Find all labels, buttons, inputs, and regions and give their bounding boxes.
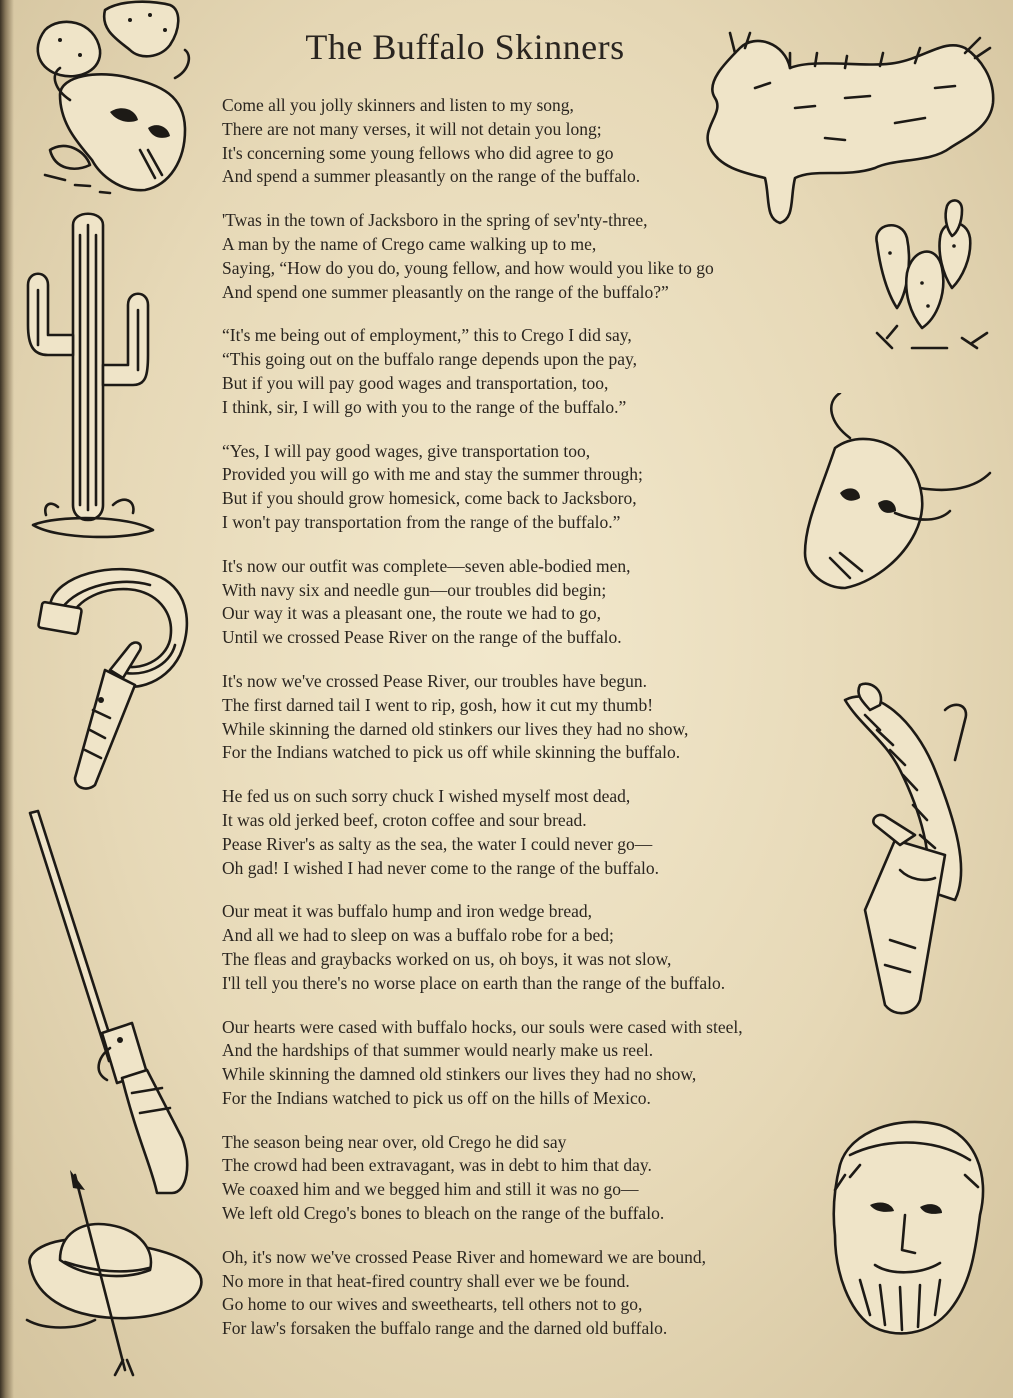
verse-line: Our hearts were cased with buffalo hocks, our souls were cased with steel, [222,1016,743,1037]
stanza [222,1016,822,1111]
verse-line: “This going out on the buffalo range depends upon the pay, [222,349,638,370]
verse-line: Oh gad! I wished I had never come to the range of the buffalo. [222,857,660,878]
stanza [222,440,822,535]
stanza [222,324,822,419]
verse-line: Oh, it's now we've crossed Pease River and homeward we are bound, [222,1246,707,1267]
verse-line: Saying, “How do you do, young fellow, and how would you like to go [222,257,714,278]
verse-line: Go home to our wives and sweethearts, tell others not to go, [222,1294,643,1315]
verse-line: The fleas and graybacks worked on us, oh boys, it was not slow, [222,948,672,969]
verse-line: The first darned tail I went to rip, gosh, how it cut my thumb! [222,694,654,715]
verse-line: For the Indians watched to pick us off while skinning the buffalo. [222,742,681,763]
verse-line: Our way it was a pleasant one, the route we had to go, [222,603,602,624]
verse-line: No more in that heat-fired country shall ever we be found. [222,1270,630,1291]
bearded-cowboy-face-illustration [820,1115,995,1345]
hat-arrow-illustration [15,1170,210,1380]
stanza [222,555,822,650]
verse-line: We coaxed him and we begged him and still it was no go— [222,1179,639,1200]
verse-line: It was old jerked beef, croton coffee and sour bread. [222,809,587,830]
verse-line: There are not many verses, it will not detain you long; [222,118,602,139]
stanza [222,900,822,995]
verse-line: I won't pay transportation from the range of the buffalo.” [222,511,621,532]
verse-line: While skinning the damned old stinkers our lives they had no show, [222,1064,697,1085]
verse-line: While skinning the darned old stinkers our lives they had no show, [222,718,689,739]
verse-line: The season being near over, old Crego he did say [222,1131,567,1152]
prickly-pear-cactus-illustration [862,198,997,358]
stanza [222,1131,822,1226]
verse-line: Until we crossed Pease River on the range of the buffalo. [222,627,622,648]
verse-line: For the Indians watched to pick us off on the hills of Mexico. [222,1087,651,1108]
verse-line: It's now we've crossed Pease River, our troubles have begun. [222,670,648,691]
page-title: The Buffalo Skinners [305,27,625,67]
stanza [222,670,822,765]
verse-line: But if you should grow homesick, come back to Jacksboro, [222,488,637,509]
verse-line: 'Twas in the town of Jacksboro in the spring of sev'nty-three, [222,210,648,231]
holster-gunbelt-illustration [805,680,985,1025]
verse-line: And all we had to sleep on was a buffalo robe for a bed; [222,925,614,946]
verse-line: “Yes, I will pay good wages, give transportation too, [222,440,591,461]
verse-line: “It's me being out of employment,” this to Crego I did say, [222,325,632,346]
stanza [222,785,822,880]
verse-line: With navy six and needle gun—our troubles did begin; [222,579,607,600]
verse-line: But if you will pay good wages and transportation, too, [222,372,609,393]
verse-line: I'll tell you there's no worse place on earth than the range of the buffalo. [222,972,726,993]
rifle-illustration [22,808,202,1198]
verse-line: It's now our outfit was complete—seven able-bodied men, [222,555,631,576]
verse-line: Our meat it was buffalo hump and iron wedge bread, [222,901,592,922]
verse-line: For law's forsaken the buffalo range and the darned old buffalo. [222,1318,668,1339]
verse-line: A man by the name of Crego came walking up to me, [222,233,597,254]
poem-body [222,94,822,1361]
verse-line: Provided you will go with me and stay the summer through; [222,464,643,485]
verse-line: And spend a summer pleasantly on the range of the buffalo. [222,166,641,187]
stanza [222,1246,822,1341]
verse-line: Come all you jolly skinners and listen to my song, [222,95,574,115]
knife-belt-illustration [35,560,195,795]
verse-line: We left old Crego's bones to bleach on the range of the buffalo. [222,1203,665,1224]
verse-line: He fed us on such sorry chuck I wished myself most dead, [222,786,631,807]
verse-line: And the hardships of that summer would nearly make us reel. [222,1040,654,1061]
verse-line: Pease River's as salty as the sea, the water I could never go— [222,833,653,854]
saguaro-cactus-illustration [18,205,168,555]
verse-line: I think, sir, I will go with you to the range of the buffalo.” [222,396,627,417]
book-spine-shadow [0,0,14,1398]
verse-line: The crowd had been extravagant, was in debt to him that day. [222,1155,652,1176]
verse-line: It's concerning some young fellows who did agree to go [222,142,614,163]
steer-skull-illustration [800,393,995,593]
verse-line: And spend one summer pleasantly on the range of the buffalo?” [222,281,669,302]
cactus-skull-illustration [20,0,195,200]
